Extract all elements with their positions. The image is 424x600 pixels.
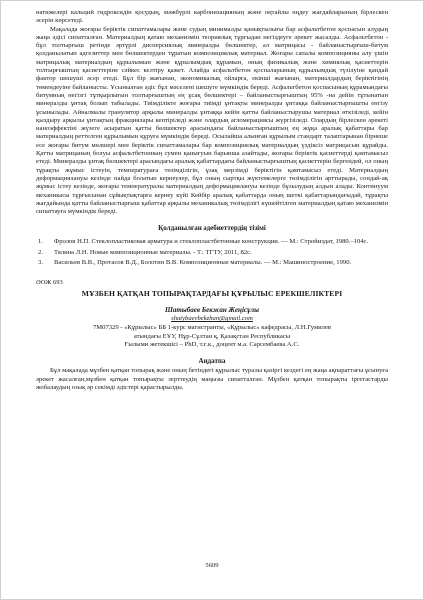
reference-text: Фролов Н.П. Стеклопластиковая арматура и стеклопластбетонные конструкции. — М.: Стройиздат, 1980.–104с. <box>54 238 369 246</box>
reference-item <box>36 238 388 246</box>
author-name: Шатыбаев Бекжан Жеңісұлы <box>165 306 259 315</box>
author-email-link[interactable]: shatybaevbekzhan@gmail.com <box>171 315 253 323</box>
affiliation-line: атындағы ЕҰУ, Нұр-Сұлтан қ, Қазақстан Республикасы <box>133 332 291 340</box>
supervisor-line: Ғылыми жетекшісі – PhD, т.ғ.к., доцент м.а. Сарсембаева А.С. <box>124 340 300 348</box>
reference-text: Тялина Л.Н. Новые композиционные материалы. - Т.: ТГТУ, 2011, 82с. <box>54 248 252 256</box>
body-paragraph-intro: натижелері кальций гидроксидін қосудың, мәжбүрлі карбонизацияның және оңтайлы өңдеу жағдайларының бірлескен әсерін көрсетеді. <box>36 9 388 25</box>
reference-number: 3. <box>38 259 43 267</box>
reference-number: 2. <box>38 248 43 256</box>
abstract-title: Аңдатпа <box>198 357 226 366</box>
reference-text: Васильев В.В., Протасов В.Д., Болотин В.В. Композиционные материалы. — М.: Машиностроение, 1990. <box>54 259 352 267</box>
reference-number: 1. <box>38 238 43 246</box>
references-title: Қолданылған әдебиеттердің тізімі <box>158 224 266 233</box>
body-paragraph-main: Мақалада жоғары беріктік сипаттамалары және судың минималды қанықтылығы бар асфальтбетон қоспасын алудың жаңа әдісі сипатталған. Материалдың қатаю механизмін теориялық тұрғыдан негіздеуге әрекет жасалды. Асфальтбетон - бұл толтырғыш ретінде әртүрлі дисперсиялық минералды бөлшектер, ал матрицасы - байланыстырғыш-битум қолданылатын адгезиттер мен бөлшектерден тұратын композициялық материал. Жоғары сапалы композицияны алу үшін матрицалық материалдың құрылымын және құрылымдық құрамын, оның физикалық және химиялық қасиеттерін толтырғыштың қасиеттеріне сәйкес келтіру қажет. Алайда асфальтбетон қоспаларының құрылымдық түзілуіне қандай фактор шешуші әсер етеді. Бұл бір жағынан, экономикалық ойларға, екінші жағынан, материалдардың беріктігінің төмендеуіне байланысты. Ұсынылған әдіс бұл мәселені шешуге мүмкіндік береді. Асфальтбетон қоспасының құрамындағы битумның негізгі тұтқырлығын толтырғыштың ең ұсақ бөлшектері – байланыстырғыштың 95% -на дейін тұтынатын минералды ұнтақ болып табылады. Тиімділікте жоғары тиімді ұнтақты минералды ұнтаққа байланыстырғышты енгізу ұсынылады. Айналмалы гранулятор арқылы минералды ұнтаққа кейін қатты байланыстырушы материал өткізіледі, кейін қыздыру арқылы ұнтақтың фракциялары кептіріледі және олардың агломерациясы жүргізіледі. Олардың бірлескен әрекеті наноэффектіні жүзеге асыратын қатты бөлшектер арасындағы байланыстырғыштың ең жұқа аралық қабаттары бар материалдың реттелген құрылымын құруға мүмкіндік береді. Осылайша алынған құрылым стандарт талаптарынан бірнеше есе жоғары битум мөлшері мен беріктік сипаттамалары бар композициялық материалдың үздіксіз матрицасын құрайды. Қатты матрицаның болуы асфальтбетонның сумен қанығуын барынша азайтады, жоғары беріктік қасиеттерді қамтамасыз етеді. Минералды ұнтақ бөлшектері арасындағы аралық қабаттардағы байланыстырғыштың қасиеттерін бергендей, ол оның тұрақты жұмыс істеуін, температураға төзімділігін, ұзақ мерзімді беріктігін қамтамасыз етеді. Материалдың деформациялануы кезінде пайда болатын кернеулер, бұл оның сыртқы жүктемелерге төзімділігін арттырады, сондай-ақ жұмыс істеу кезінде, жоғары температуралы материалдың деформациялануы кезінде бұзылудың алдын алады. Континуум механикасы тұрғысынан сұйықтықтарға кернеу күйі Кейбір аралық қабаттарда оның шеткі қабаттарындағыдай, тұрақты жағдайында қатты байланыстырғыш қабаттар арқылы механикалық төзімділігі күшейтілген материалдың қатаю механизмін сипаттауға мүмкіндік береді. <box>36 25 388 216</box>
reference-item <box>36 249 388 257</box>
page-number: 5609 <box>205 562 219 569</box>
reference-item <box>36 259 388 267</box>
abstract-text: Бұл мақалада мұзбен қатқан топырақ және оның бетіндегі құрылыс туралы қазіргі кездегі ең жаңа ақпараттағы ұсынуға әрекет жасалған,мұзбен қатқан топырақты зерттеудің маңызы сипатталған. Мұзбен қатқан топырақты іргетастарды жобалаудың озық әр секімді әдістері қарастырылды. <box>36 367 388 391</box>
affiliation-line: 7М07329 - «Құрылыс» ББ 1-курс магистранты, «Құрылыс» кафедрасы, Л.Н.Гумилев <box>93 324 331 332</box>
article-title: МҰЗБЕН ҚАТҚАН ТОПЫРАҚТАРДАҒЫ ҚҰРЫЛЫС ЕРЕКШЕЛІКТЕРІ <box>81 289 343 299</box>
udc-code: ӘОЖ 693 <box>36 279 63 287</box>
